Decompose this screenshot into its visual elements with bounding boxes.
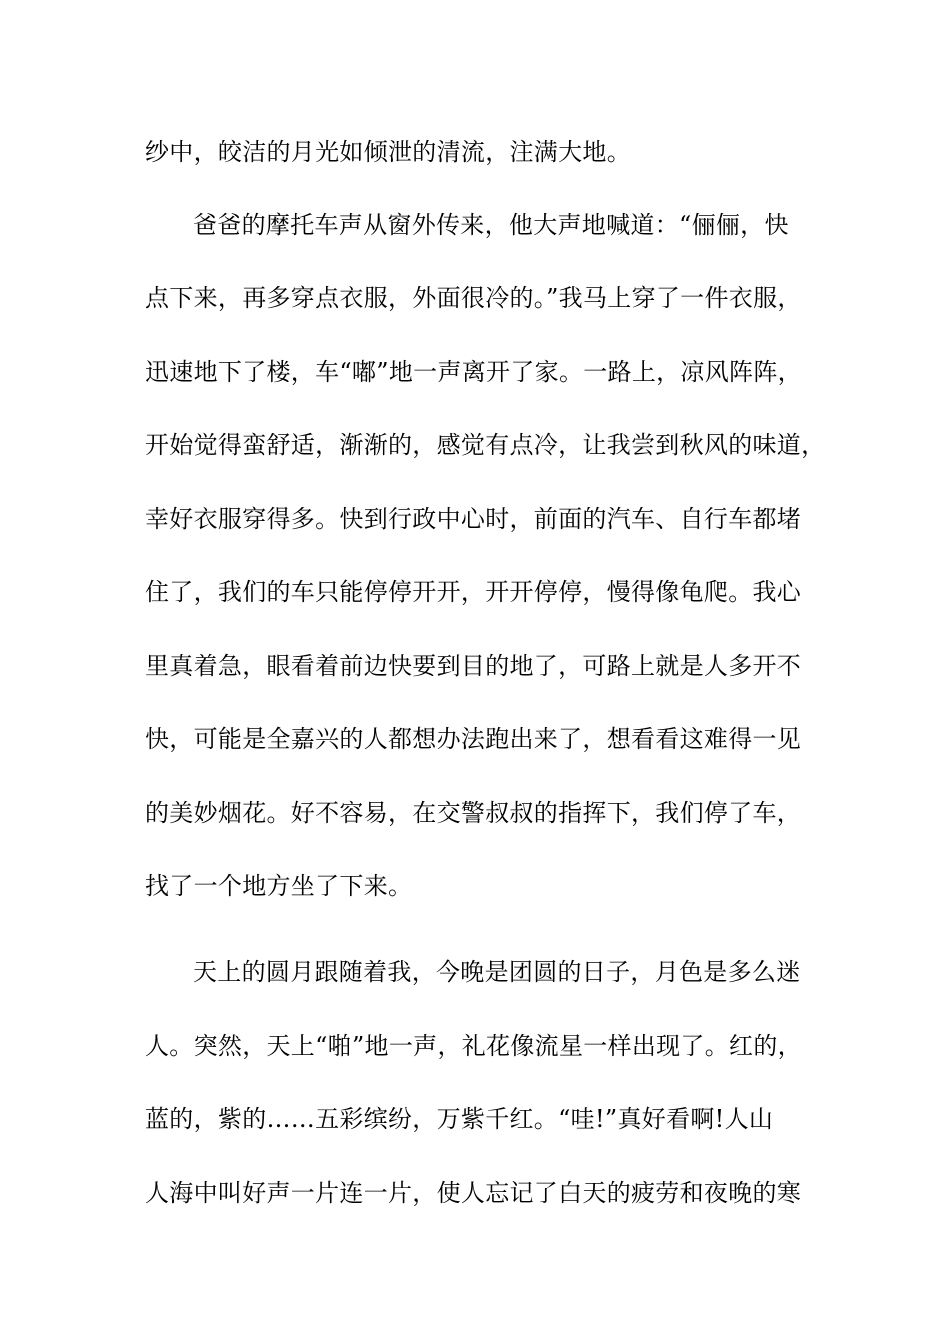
text-line: 幸好衣服穿得多。快到行政中心时，前面的汽车、自行车都堵 — [145, 505, 802, 533]
text-line: 蓝的，紫的……五彩缤纷，万紫千红。“哇!”真好看啊!人山 — [145, 1105, 774, 1133]
text-line: 纱中，皎洁的月光如倾泄的清流，注满大地。 — [145, 138, 631, 166]
paragraph-start-line: 爸爸的摩托车声从窗外传来，他大声地喊道：“俪俪，快 — [193, 211, 789, 239]
paragraph-start-line: 天上的圆月跟随着我，今晚是团圆的日子，月色是多么迷 — [193, 958, 801, 986]
text-line: 找了一个地方坐了下来。 — [145, 872, 413, 900]
text-line: 人。突然，天上“啪”地一声，礼花像流星一样出现了。红的， — [145, 1032, 802, 1060]
text-line: 人海中叫好声一片连一片，使人忘记了白天的疲劳和夜晚的寒 — [145, 1179, 802, 1207]
text-line: 的美妙烟花。好不容易，在交警叔叔的指挥下，我们停了车， — [145, 799, 802, 827]
text-line: 点下来，再多穿点衣服，外面很冷的。”我马上穿了一件衣服， — [145, 284, 802, 312]
text-line: 开始觉得蛮舒适，渐渐的，感觉有点冷，让我尝到秋风的味道， — [145, 431, 826, 459]
text-line: 快，可能是全嘉兴的人都想办法跑出来了，想看看这难得一见 — [145, 725, 802, 753]
text-line: 迅速地下了楼，车“嘟”地一声离开了家。一路上，凉风阵阵， — [145, 358, 802, 386]
text-line: 住了，我们的车只能停停开开，开开停停，慢得像龟爬。我心 — [145, 578, 802, 606]
text-line: 里真着急，眼看着前边快要到目的地了，可路上就是人多开不 — [145, 652, 802, 680]
